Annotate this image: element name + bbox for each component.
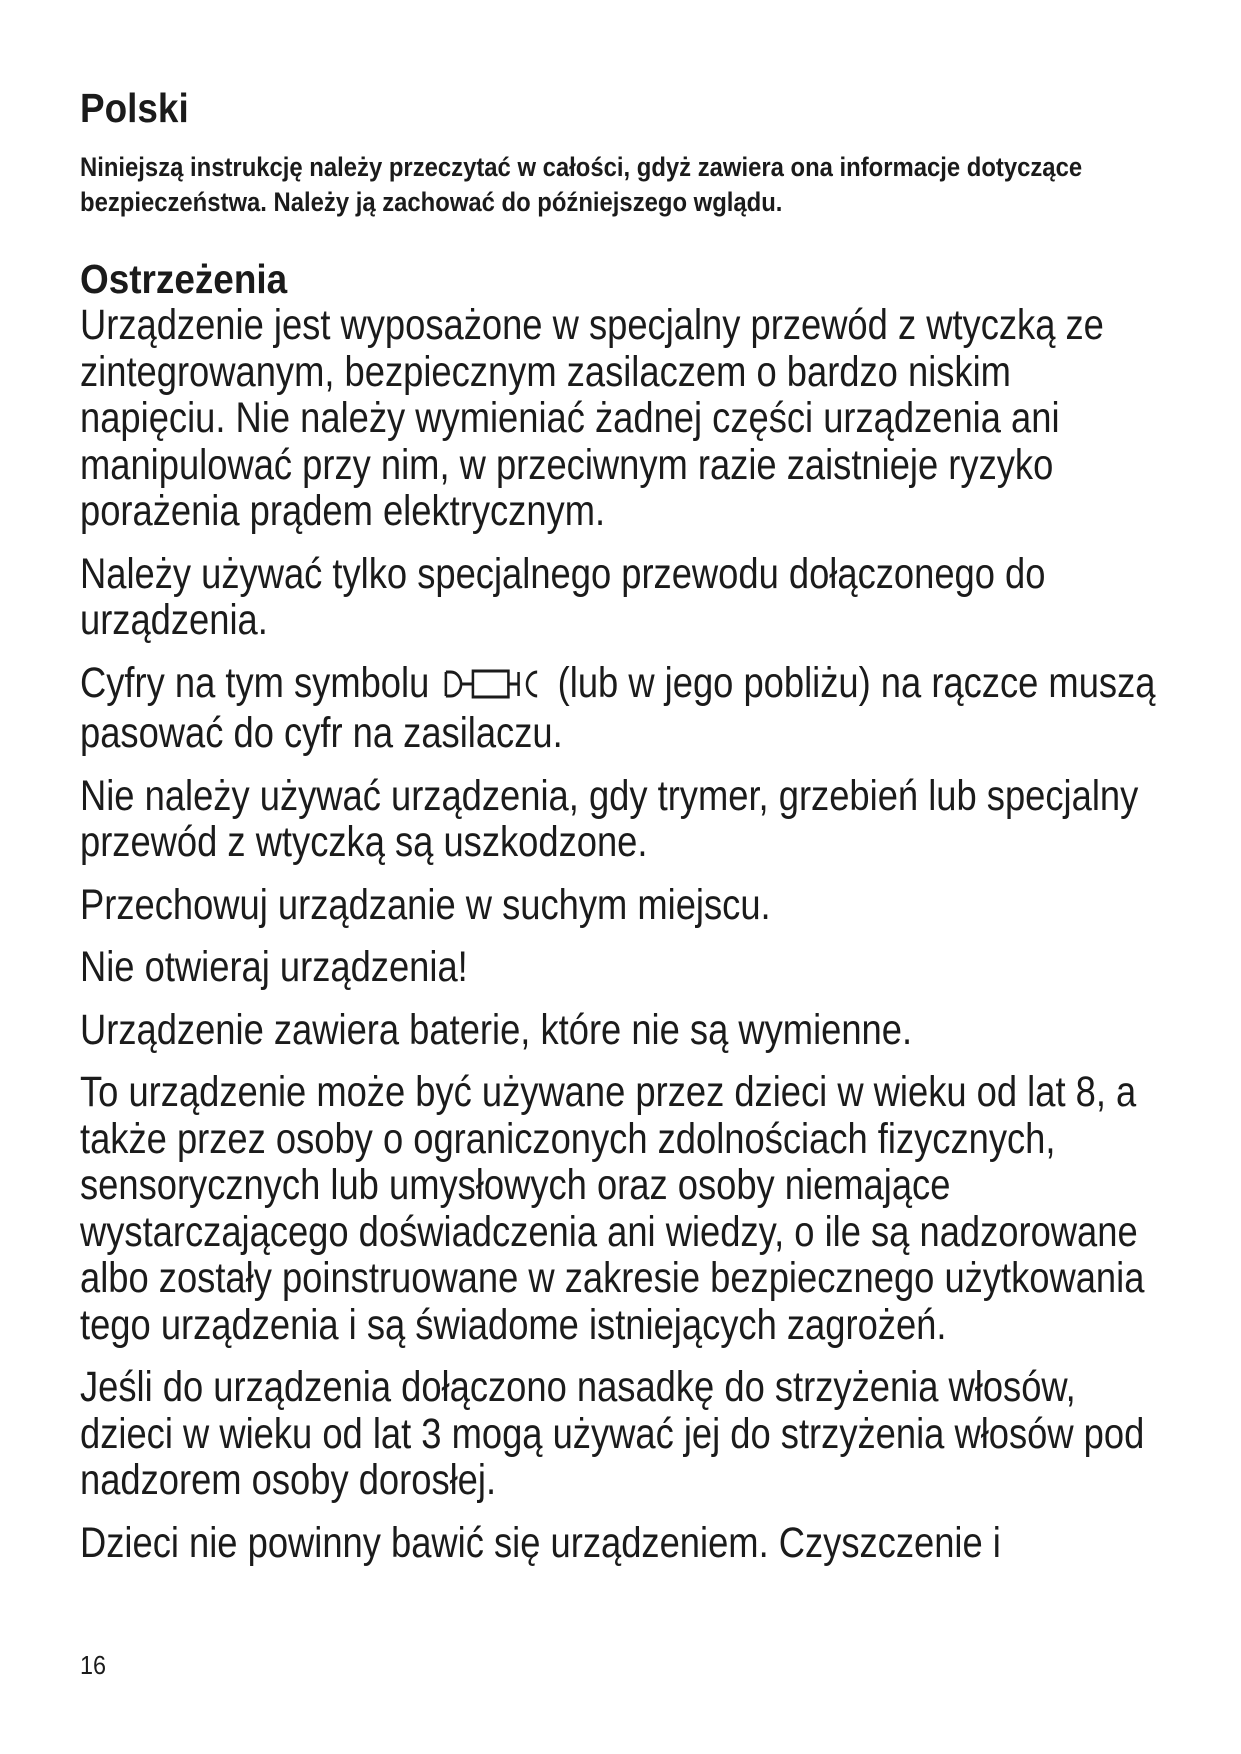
section-heading: Ostrzeżenia xyxy=(80,256,288,302)
paragraph: Dzieci nie powinny bawić się urządzeniem. Czyszczenie i xyxy=(80,1518,1001,1567)
plug-adapter-symbol-icon xyxy=(443,664,544,711)
paragraph: Przechowuj urządzanie w suchym miejscu. xyxy=(80,880,771,929)
page-number: 16 xyxy=(80,1650,107,1680)
intro-text: Niniejszą instrukcję należy przeczytać w całości, gdyż zawiera ona informacje dotyczące bezpieczeństwa. Należy ją zachować do późniejszego wglądu. xyxy=(80,152,1083,217)
warnings-body xyxy=(80,302,1157,1566)
paragraph: Urządzenie zawiera baterie, które nie są wymienne. xyxy=(80,1005,913,1054)
symbol-paragraph xyxy=(80,660,1157,757)
paragraph: Nie należy używać urządzenia, gdy trymer, grzebień lub specjalny przewód z wtyczką są uszkodzone. xyxy=(80,771,1139,866)
paragraph: To urządzenie może być używane przez dzieci w wieku od lat 8, a także przez osoby o ograniczonych zdolnościach fizycznych, sensorycznych lub umysłowych oraz osoby niemające wystarczającego doświadczenia ani wiedzy, o ile są nadzorowane albo zostały poinstruowane w zakresie bezpiecznego użytkowania tego urządzenia i są świadome istniejących zagrożeń. xyxy=(80,1068,1145,1349)
paragraph: Jeśli do urządzenia dołączono nasadkę do strzyżenia włosów, dzieci w wieku od lat 3 mogą używać jej do strzyżenia włosów pod nadzorem osoby dorosłej. xyxy=(80,1363,1145,1504)
paragraph: Należy używać tylko specjalnego przewodu dołączonego do urządzenia. xyxy=(80,549,1046,644)
document-page xyxy=(80,84,1180,1582)
symbol-text-after: (lub w jego pobliżu) na rączce muszą pasować do cyfr na zasilaczu. xyxy=(80,658,1156,757)
symbol-text-before: Cyfry na tym symbolu xyxy=(80,658,430,707)
paragraph: Nie otwieraj urządzenia! xyxy=(80,943,468,991)
page-title: Polski xyxy=(80,85,189,131)
paragraph: Urządzenie jest wyposażone w specjalny przewód z wtyczką ze zintegrowanym, bezpiecznym zasilaczem o bardzo niskim napięciu. Nie należy wymieniać żadnej części urządzenia ani manipulować przy nim, w przeciwnym razie zaistnieje ryzyko porażenia prądem elektrycznym. xyxy=(80,301,1104,535)
